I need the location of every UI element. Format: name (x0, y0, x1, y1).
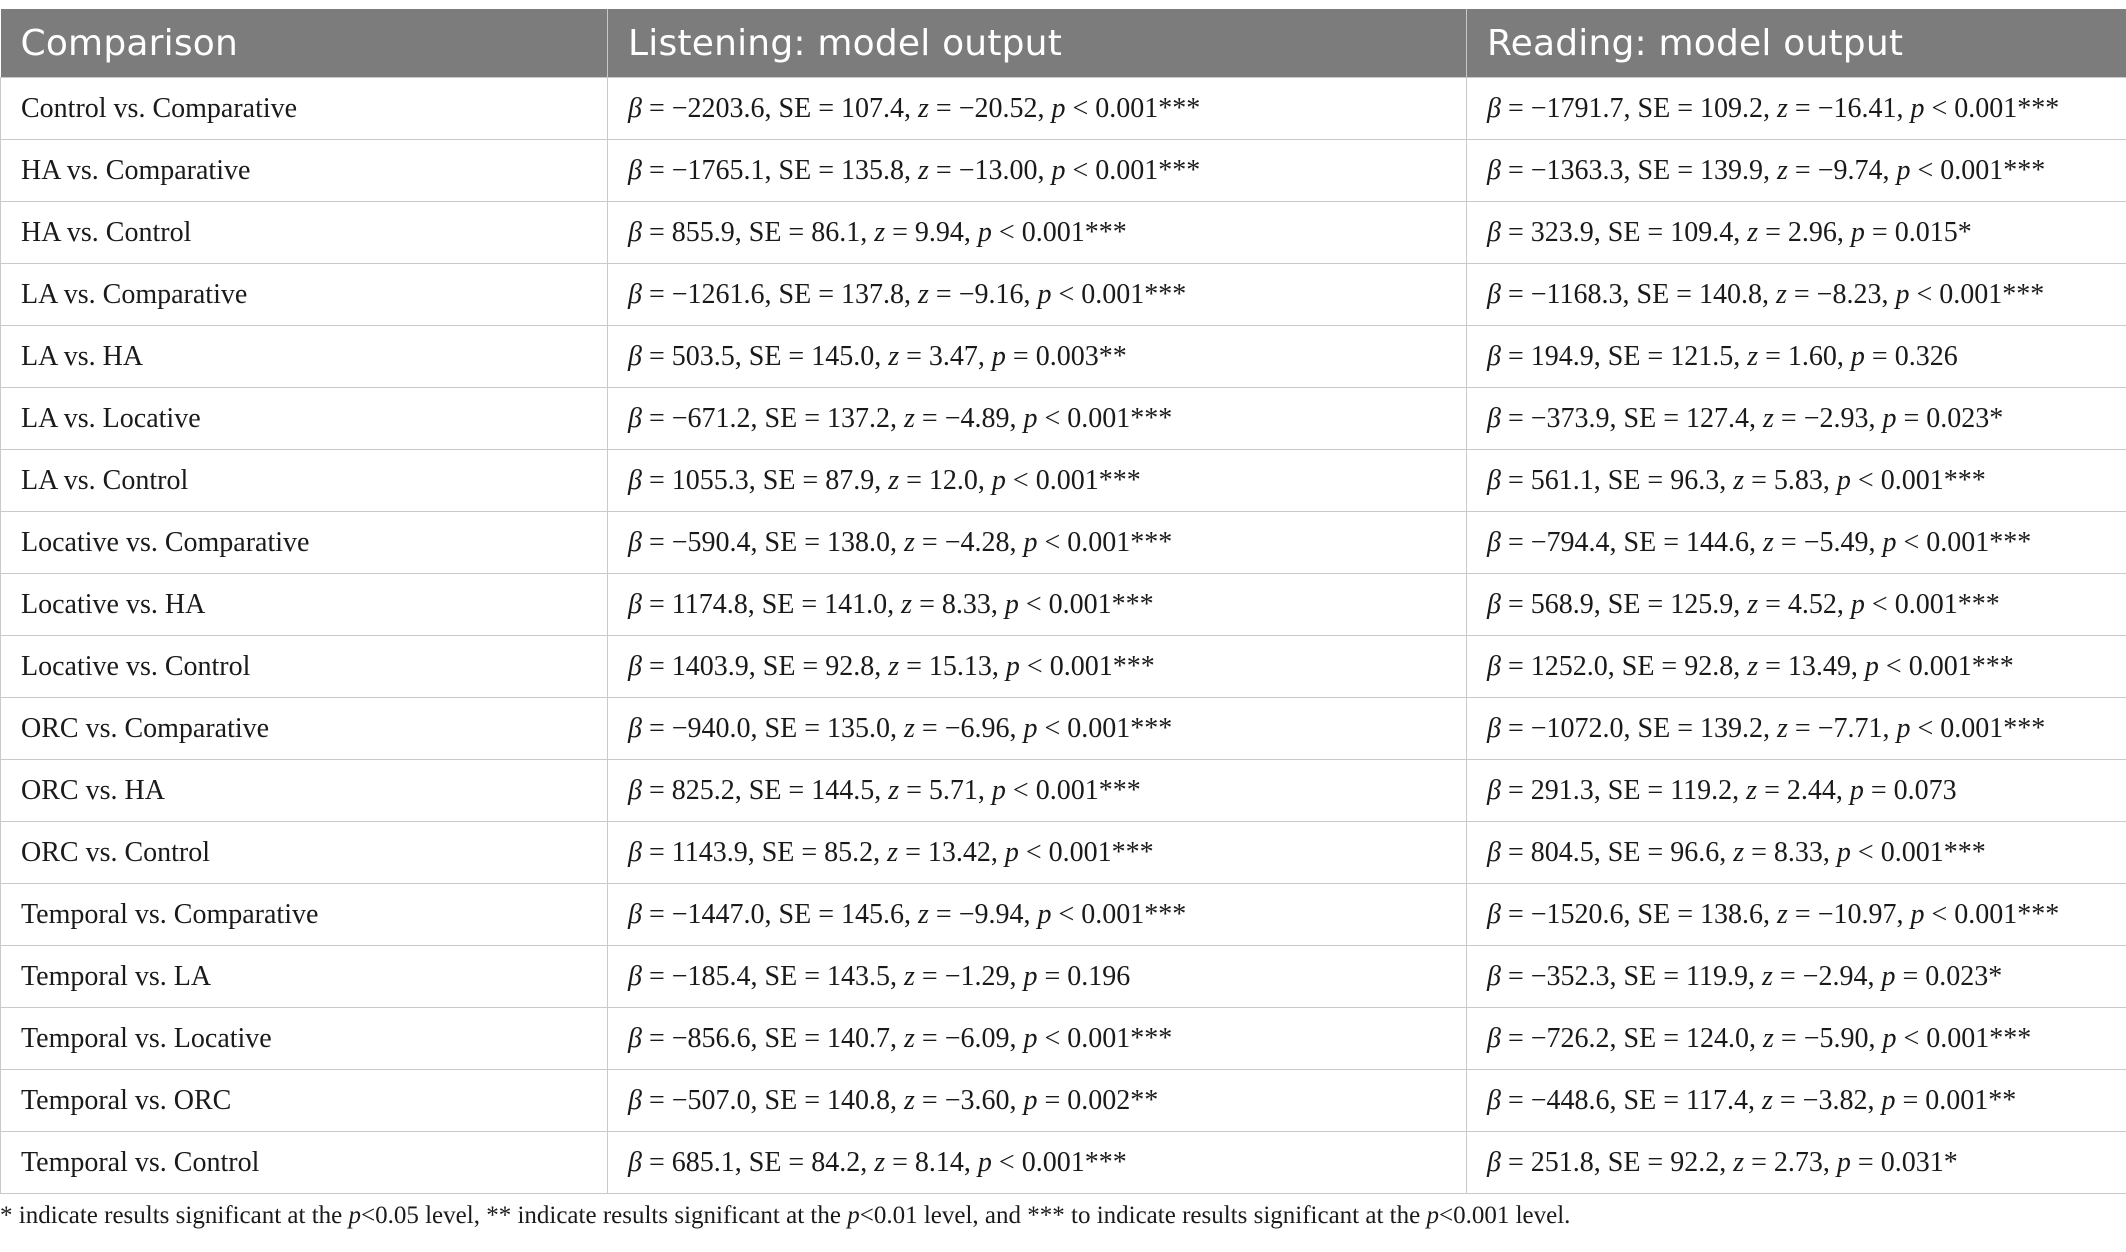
comparison-cell: Temporal vs. Control (1, 1132, 608, 1194)
table-header (1, 10, 2126, 78)
reading-output-cell: β = −1363.3, SE = 139.9, z = −9.74, p < 0.001*** (1467, 140, 2126, 202)
reading-output-cell: β = −352.3, SE = 119.9, z = −2.94, p = 0.023* (1467, 946, 2126, 1008)
comparison-cell: LA vs. HA (1, 326, 608, 388)
table-row (1, 884, 2126, 946)
reading-output-cell: β = −448.6, SE = 117.4, z = −3.82, p = 0.001** (1467, 1070, 2126, 1132)
table-row (1, 264, 2126, 326)
table-row (1, 326, 2126, 388)
comparison-cell: LA vs. Locative (1, 388, 608, 450)
listening-output-cell: β = 1143.9, SE = 85.2, z = 13.42, p < 0.001*** (608, 822, 1467, 884)
listening-output-cell: β = 855.9, SE = 86.1, z = 9.94, p < 0.001*** (608, 202, 1467, 264)
reading-output-cell: β = 291.3, SE = 119.2, z = 2.44, p = 0.073 (1467, 760, 2126, 822)
comparison-cell: LA vs. Control (1, 450, 608, 512)
comparison-cell: Temporal vs. Locative (1, 1008, 608, 1070)
comparison-cell: Locative vs. Control (1, 636, 608, 698)
listening-output-cell: β = 685.1, SE = 84.2, z = 8.14, p < 0.001*** (608, 1132, 1467, 1194)
table-row (1, 574, 2126, 636)
reading-output-cell: β = 323.9, SE = 109.4, z = 2.96, p = 0.015* (1467, 202, 2126, 264)
reading-output-cell: β = −1520.6, SE = 138.6, z = −10.97, p < 0.001*** (1467, 884, 2126, 946)
column-header-comparison: Comparison (1, 10, 608, 78)
listening-output-cell: β = 1174.8, SE = 141.0, z = 8.33, p < 0.001*** (608, 574, 1467, 636)
table-row (1, 1132, 2126, 1194)
table-row (1, 512, 2126, 574)
comparison-cell: Temporal vs. LA (1, 946, 608, 1008)
comparison-cell: HA vs. Control (1, 202, 608, 264)
table-row (1, 760, 2126, 822)
reading-output-cell: β = 194.9, SE = 121.5, z = 1.60, p = 0.326 (1467, 326, 2126, 388)
table-row (1, 140, 2126, 202)
listening-output-cell: β = −671.2, SE = 137.2, z = −4.89, p < 0.001*** (608, 388, 1467, 450)
table-row (1, 636, 2126, 698)
reading-output-cell: β = −1791.7, SE = 109.2, z = −16.41, p < 0.001*** (1467, 78, 2126, 140)
listening-output-cell: β = 1055.3, SE = 87.9, z = 12.0, p < 0.001*** (608, 450, 1467, 512)
column-header-listening: Listening: model output (608, 10, 1467, 78)
comparison-cell: LA vs. Comparative (1, 264, 608, 326)
reading-output-cell: β = 561.1, SE = 96.3, z = 5.83, p < 0.001*** (1467, 450, 2126, 512)
reading-output-cell: β = 568.9, SE = 125.9, z = 4.52, p < 0.001*** (1467, 574, 2126, 636)
results-table (0, 9, 2126, 1194)
listening-output-cell: β = −1765.1, SE = 135.8, z = −13.00, p < 0.001*** (608, 140, 1467, 202)
header-row (1, 10, 2126, 78)
comparison-cell: Temporal vs. ORC (1, 1070, 608, 1132)
comparison-cell: ORC vs. HA (1, 760, 608, 822)
table-body (1, 78, 2126, 1194)
reading-output-cell: β = −726.2, SE = 124.0, z = −5.90, p < 0.001*** (1467, 1008, 2126, 1070)
listening-output-cell: β = −940.0, SE = 135.0, z = −6.96, p < 0.001*** (608, 698, 1467, 760)
comparison-cell: ORC vs. Control (1, 822, 608, 884)
listening-output-cell: β = −856.6, SE = 140.7, z = −6.09, p < 0.001*** (608, 1008, 1467, 1070)
table-footnote: * indicate results significant at the p<0.05 level, ** indicate results significant at the p<0.01 level, and *** to indicate results significant at the p<0.001 level. (0, 1202, 1571, 1229)
comparison-cell: Locative vs. HA (1, 574, 608, 636)
listening-output-cell: β = −590.4, SE = 138.0, z = −4.28, p < 0.001*** (608, 512, 1467, 574)
table-row (1, 388, 2126, 450)
reading-output-cell: β = −1072.0, SE = 139.2, z = −7.71, p < 0.001*** (1467, 698, 2126, 760)
listening-output-cell: β = 825.2, SE = 144.5, z = 5.71, p < 0.001*** (608, 760, 1467, 822)
reading-output-cell: β = −373.9, SE = 127.4, z = −2.93, p = 0.023* (1467, 388, 2126, 450)
table-row (1, 946, 2126, 1008)
comparison-cell: ORC vs. Comparative (1, 698, 608, 760)
reading-output-cell: β = 1252.0, SE = 92.8, z = 13.49, p < 0.001*** (1467, 636, 2126, 698)
table-row (1, 698, 2126, 760)
listening-output-cell: β = 503.5, SE = 145.0, z = 3.47, p = 0.003** (608, 326, 1467, 388)
listening-output-cell: β = −1447.0, SE = 145.6, z = −9.94, p < 0.001*** (608, 884, 1467, 946)
reading-output-cell: β = −794.4, SE = 144.6, z = −5.49, p < 0.001*** (1467, 512, 2126, 574)
reading-output-cell: β = 804.5, SE = 96.6, z = 8.33, p < 0.001*** (1467, 822, 2126, 884)
reading-output-cell: β = 251.8, SE = 92.2, z = 2.73, p = 0.031* (1467, 1132, 2126, 1194)
comparison-cell: Locative vs. Comparative (1, 512, 608, 574)
results-table-container (0, 9, 2126, 1194)
table-row (1, 1070, 2126, 1132)
column-header-reading: Reading: model output (1467, 10, 2126, 78)
listening-output-cell: β = −1261.6, SE = 137.8, z = −9.16, p < 0.001*** (608, 264, 1467, 326)
table-row (1, 78, 2126, 140)
comparison-cell: HA vs. Comparative (1, 140, 608, 202)
listening-output-cell: β = −185.4, SE = 143.5, z = −1.29, p = 0.196 (608, 946, 1467, 1008)
reading-output-cell: β = −1168.3, SE = 140.8, z = −8.23, p < 0.001*** (1467, 264, 2126, 326)
listening-output-cell: β = −2203.6, SE = 107.4, z = −20.52, p < 0.001*** (608, 78, 1467, 140)
table-row (1, 1008, 2126, 1070)
listening-output-cell: β = 1403.9, SE = 92.8, z = 15.13, p < 0.001*** (608, 636, 1467, 698)
table-row (1, 202, 2126, 264)
table-row (1, 822, 2126, 884)
comparison-cell: Control vs. Comparative (1, 78, 608, 140)
comparison-cell: Temporal vs. Comparative (1, 884, 608, 946)
table-row (1, 450, 2126, 512)
listening-output-cell: β = −507.0, SE = 140.8, z = −3.60, p = 0.002** (608, 1070, 1467, 1132)
